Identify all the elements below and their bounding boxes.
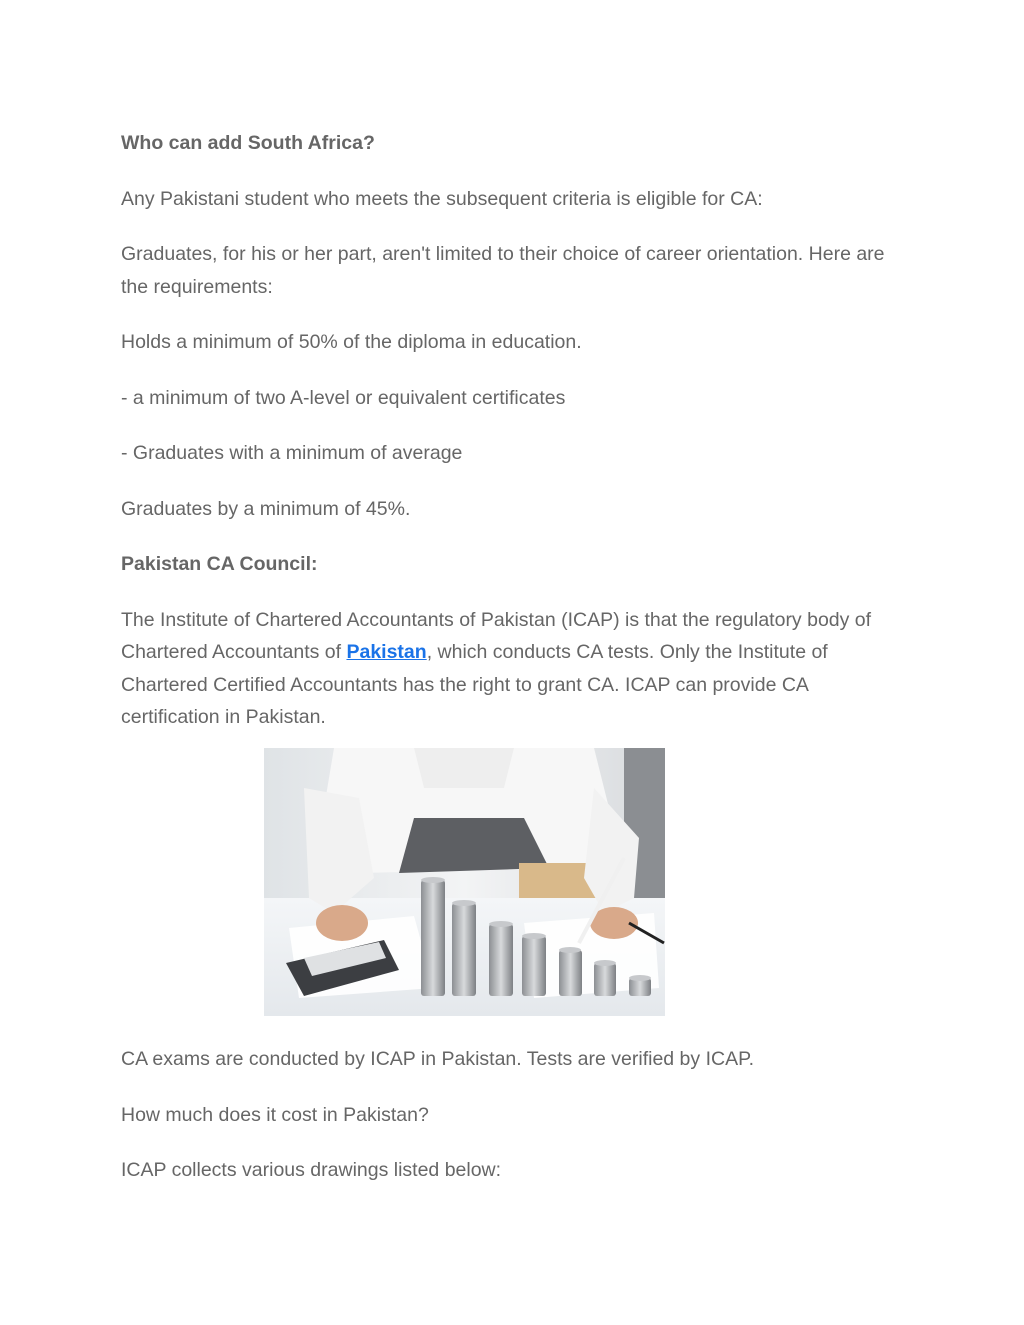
section-heading-council: Pakistan CA Council:	[121, 553, 318, 575]
paragraph: Graduates by a minimum of 45%.	[121, 497, 411, 520]
paragraph-icap	[121, 604, 911, 734]
paragraph: Any Pakistani student who meets the subsequent criteria is eligible for CA:	[121, 187, 763, 210]
document-body	[121, 127, 911, 734]
paragraph: Graduates, for his or her part, aren't limited to their choice of career orientation. Here are the requirements:	[121, 243, 885, 298]
paragraph: CA exams are conducted by ICAP in Pakistan. Tests are verified by ICAP.	[121, 1048, 754, 1070]
list-item: - a minimum of two A-level or equivalent certificates	[121, 386, 566, 409]
paragraph-text: , which conducts CA tests. Only the Institute of Chartered Certified Accountants has the right to grant CA. ICAP can provide CA certification in Pakistan.	[121, 641, 828, 728]
paragraph-text: The Institute of Chartered Accountants of Pakistan (ICAP) is that the regulatory body of Chartered Accountants of	[121, 608, 872, 663]
paragraph: Holds a minimum of 50% of the diploma in education.	[121, 331, 582, 353]
paragraph: How much does it cost in Pakistan?	[121, 1103, 429, 1126]
accounting-photo	[264, 748, 665, 1016]
section-heading-eligibility: Who can add South Africa?	[121, 132, 375, 154]
pakistan-link[interactable]: Pakistan	[346, 641, 427, 663]
list-item: - Graduates with a minimum of average	[121, 442, 463, 464]
accounting-photo-illustration	[264, 748, 665, 1016]
document-body-continued	[121, 1043, 911, 1210]
paragraph: ICAP collects various drawings listed below:	[121, 1159, 502, 1181]
